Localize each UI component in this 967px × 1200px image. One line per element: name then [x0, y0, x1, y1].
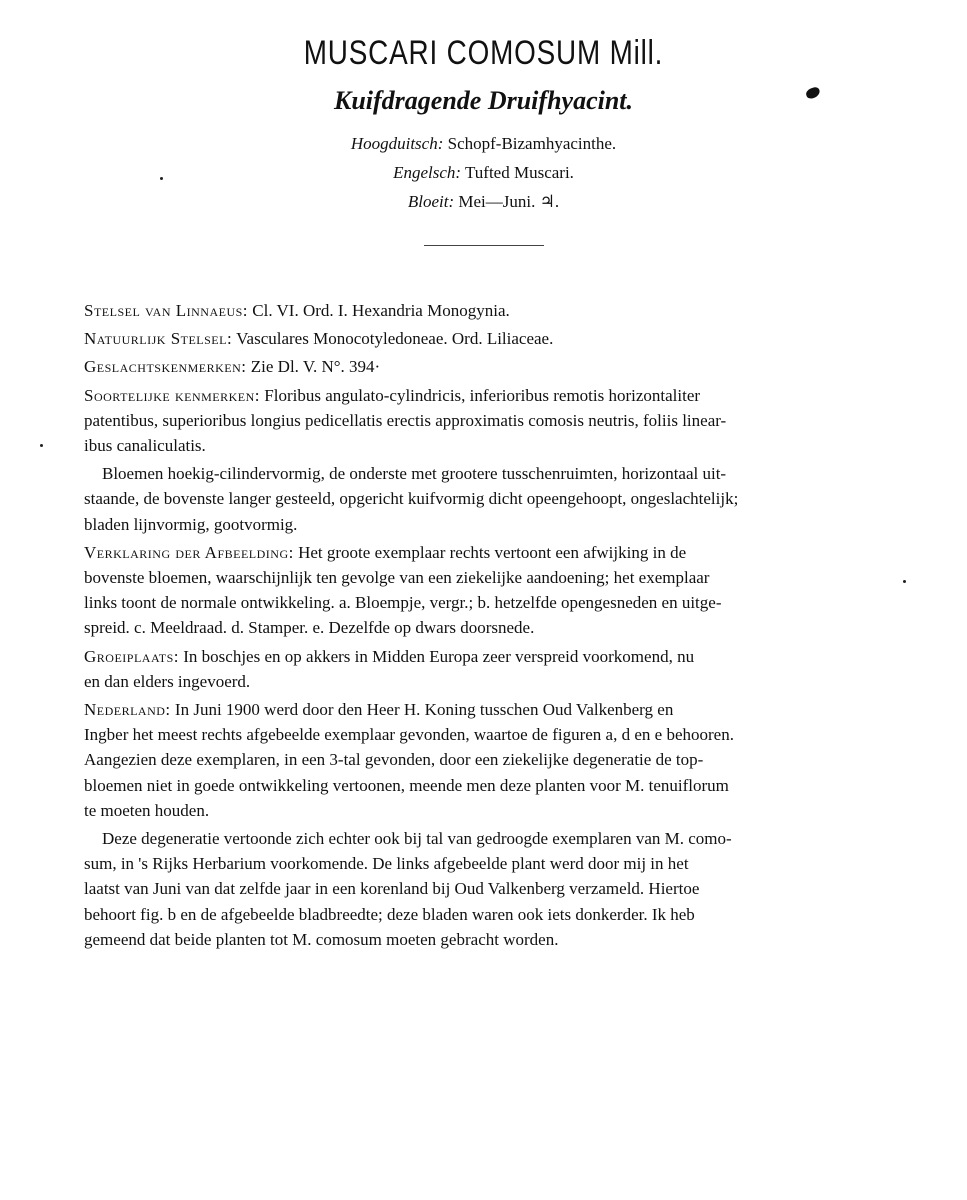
flower-line: staande, de bovenste langer gesteeld, opgericht kuifvormig dicht opeengehoopt, ongeslachtelijk;: [84, 489, 739, 509]
natural-value: Vasculares Monocotyledoneae. Ord. Liliaceae.: [236, 329, 554, 349]
flower-description: [84, 461, 884, 537]
linnaeus-value: Cl. VI. Ord. I. Hexandria Monogynia.: [252, 301, 510, 320]
habitat-line: In boschjes en op akkers in Midden Europa zeer verspreid voorkomend, nu: [183, 646, 695, 666]
genus-label: Geslachtskenmerken:: [84, 357, 247, 377]
linnaeus-system: [84, 298, 884, 323]
degeneration-line: sum, in 's Rijks Herbarium voorkomende. De links afgebeelde plant werd door mij in het: [84, 854, 689, 874]
german-name-line: [0, 134, 967, 154]
habitat-line: en dan elders ingevoerd.: [84, 671, 251, 691]
species-line: patentibus, superioribus longius pedicellatis erectis approximatis comosis neutris, foliis linear-: [84, 410, 727, 430]
figure-line: bovenste bloemen, waarschijnlijk ten gevolge van een ziekelijke aandoening; het exemplaar: [84, 568, 710, 588]
english-name-value: Tufted Muscari.: [465, 163, 574, 182]
species-characters: [84, 383, 884, 459]
german-name-value: Schopf-Bizamhyacinthe.: [447, 134, 617, 153]
habitat: [84, 644, 884, 694]
english-name-label: Engelsch:: [393, 163, 462, 182]
netherlands-line: Aangezien deze exemplaren, in een 3-tal gevonden, door een ziekelijke degeneratie de top-: [84, 750, 704, 770]
figure-explanation: [84, 540, 884, 641]
netherlands-section: [84, 697, 884, 823]
species-line: ibus canaliculatis.: [84, 436, 206, 456]
netherlands-line: Ingber het meest rechts afgebeelde exemplaar gevonden, waartoe de figuren a, d en e behooren.: [84, 725, 734, 745]
degeneration-paragraph: [84, 826, 884, 952]
flowering-value: Mei—Juni. ♃.: [458, 192, 560, 211]
degeneration-line: Deze degeneratie vertoonde zich echter ook bij tal van gedroogde exemplaren van M. como-: [102, 829, 732, 849]
species-label: Soortelijke kenmerken:: [84, 385, 261, 405]
natural-system: [84, 326, 884, 351]
flower-line: Bloemen hoekig-cilindervormig, de onderste met grootere tusschenruimten, horizontaal uit-: [102, 464, 727, 484]
english-name-line: [0, 163, 967, 183]
ink-dot: [40, 444, 43, 447]
degeneration-line: gemeend dat beide planten tot M. comosum moeten gebracht worden.: [84, 929, 559, 949]
page-title: MUSCARI COMOSUM Mill.: [303, 34, 664, 72]
figure-line: Het groote exemplaar rechts vertoont een afwijking in de: [298, 542, 687, 562]
habitat-label: Groeiplaats:: [84, 646, 180, 666]
netherlands-line: In Juni 1900 werd door den Heer H. Koning tusschen Oud Valkenberg en: [174, 700, 674, 720]
figure-line: links toont de normale ontwikkeling. a. Bloempje, vergr.; b. hetzelfde opengesneden en uitge-: [84, 593, 722, 613]
genus-value: Zie Dl. V. N°. 394·: [250, 357, 381, 377]
netherlands-line: te moeten houden.: [84, 800, 210, 820]
document-body: [84, 298, 884, 955]
ink-dot: [903, 580, 906, 583]
degeneration-line: behoort fig. b en de afgebeelde bladbreedte; deze bladen waren ook iets donkerder. Ik heb: [84, 904, 695, 924]
linnaeus-label: Stelsel van Linnaeus:: [84, 301, 249, 320]
figure-line: spreid. c. Meeldraad. d. Stamper. e. Dezelfde op dwars doorsnede.: [84, 618, 535, 638]
flower-line: bladen lijnvormig, gootvormig.: [84, 514, 298, 534]
natural-label: Natuurlijk Stelsel:: [84, 329, 233, 349]
page-subtitle: Kuifdragende Druifhyacint.: [333, 86, 634, 115]
genus-characters: [84, 354, 884, 379]
ink-dot: [160, 177, 163, 180]
german-name-label: Hoogduitsch:: [350, 134, 444, 153]
figure-label: Verklaring der Afbeelding:: [84, 542, 294, 562]
netherlands-line: bloemen niet in goede ontwikkeling vertoonen, meende men deze planten voor M. tenuiflorum: [84, 775, 729, 795]
flowering-line: [0, 192, 967, 212]
flowering-label: Bloeit:: [407, 192, 455, 211]
species-line: Floribus angulato-cylindricis, inferioribus remotis horizontaliter: [264, 385, 701, 405]
netherlands-label: Nederland:: [84, 700, 171, 720]
degeneration-line: laatst van Juni van dat zelfde jaar in een korenland bij Oud Valkenberg verzameld. Hiertoe: [84, 879, 700, 899]
header-divider: [424, 245, 544, 246]
